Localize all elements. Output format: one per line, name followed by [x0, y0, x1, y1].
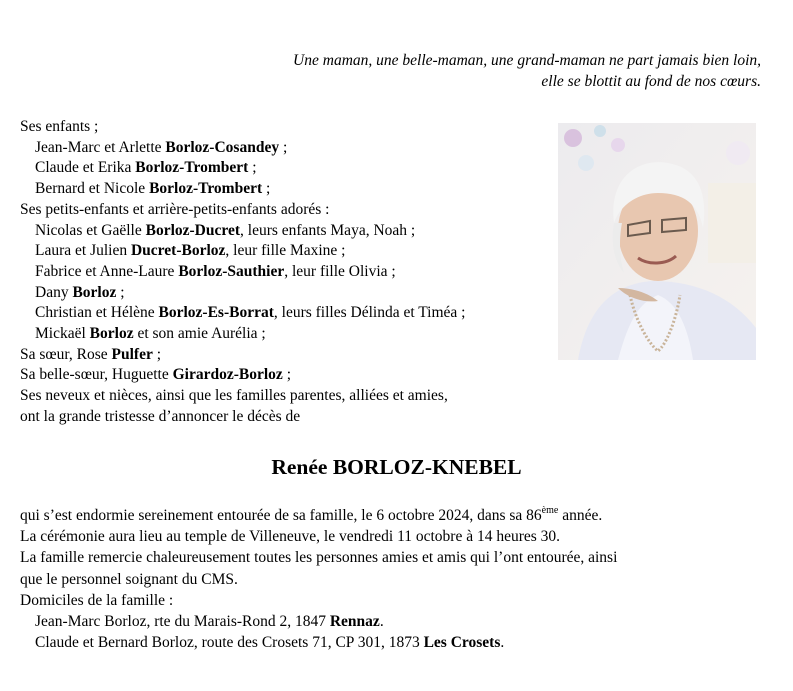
child-entry-1: Jean-Marc et Arlette Borloz-Cosandey ; — [35, 138, 288, 156]
thanks-line-2: que le personnel soignant du CMS. — [20, 570, 238, 588]
portrait-photo — [558, 123, 756, 360]
domicile-entry-1: Jean-Marc Borloz, rte du Marais-Rond 2, 1847 Rennaz. — [35, 613, 384, 631]
portrait-illustration — [558, 123, 756, 360]
epigraph-quote — [141, 50, 761, 92]
grandchild-entry-3: Fabrice et Anne-Laure Borloz-Sauthier, leur fille Olivia ; — [35, 262, 396, 280]
quote-line-1: Une maman, une belle-maman, une grand-maman ne part jamais bien loin, — [293, 52, 761, 69]
domiciles-intro: Domiciles de la famille : — [20, 591, 174, 609]
sister-entry: Sa sœur, Rose Pulfer ; — [20, 345, 162, 363]
family-members-list — [20, 117, 560, 428]
sister-in-law-entry: Sa belle-sœur, Huguette Girardoz-Borloz ; — [20, 366, 292, 384]
announcement-body — [20, 505, 750, 653]
child-entry-3: Bernard et Nicole Borloz-Trombert ; — [35, 180, 271, 198]
closing-line-1: Ses neveux et nièces, ainsi que les familles parentes, alliées et amies, — [20, 387, 448, 405]
quote-line-2: elle se blottit au fond de nos cœurs. — [541, 73, 761, 90]
passing-line: qui s’est endormie sereinement entourée de sa famille, le 6 octobre 2024, dans sa 86ème année. — [20, 504, 603, 524]
grandchildren-intro: Ses petits-enfants et arrière-petits-enfants adorés : — [20, 200, 330, 218]
ceremony-line: La cérémonie aura lieu au temple de Villeneuve, le vendredi 11 octobre à 14 heures 30. — [20, 528, 561, 546]
child-entry-2: Claude et Erika Borloz-Trombert ; — [35, 159, 257, 177]
deceased-name: Renée BORLOZ-KNEBEL — [271, 455, 522, 479]
grandchild-entry-4: Dany Borloz ; — [35, 283, 125, 301]
children-intro: Ses enfants ; — [20, 118, 99, 135]
thanks-line-1: La famille remercie chaleureusement toutes les personnes amies et amis qui l’ont entourée, ainsi — [20, 549, 618, 567]
grandchild-entry-5: Christian et Hélène Borloz-Es-Borrat, leurs filles Délinda et Timéa ; — [35, 304, 466, 322]
grandchild-entry-1: Nicolas et Gaëlle Borloz-Ducret, leurs enfants Maya, Noah ; — [35, 221, 416, 239]
closing-line-2: ont la grande tristesse d’annoncer le décès de — [20, 407, 301, 425]
domicile-entry-2: Claude et Bernard Borloz, route des Crosets 71, CP 301, 1873 Les Crosets. — [35, 634, 505, 652]
grandchild-entry-2: Laura et Julien Ducret-Borloz, leur fille Maxine ; — [35, 242, 346, 260]
grandchild-entry-6: Mickaël Borloz et son amie Aurélia ; — [35, 325, 266, 343]
